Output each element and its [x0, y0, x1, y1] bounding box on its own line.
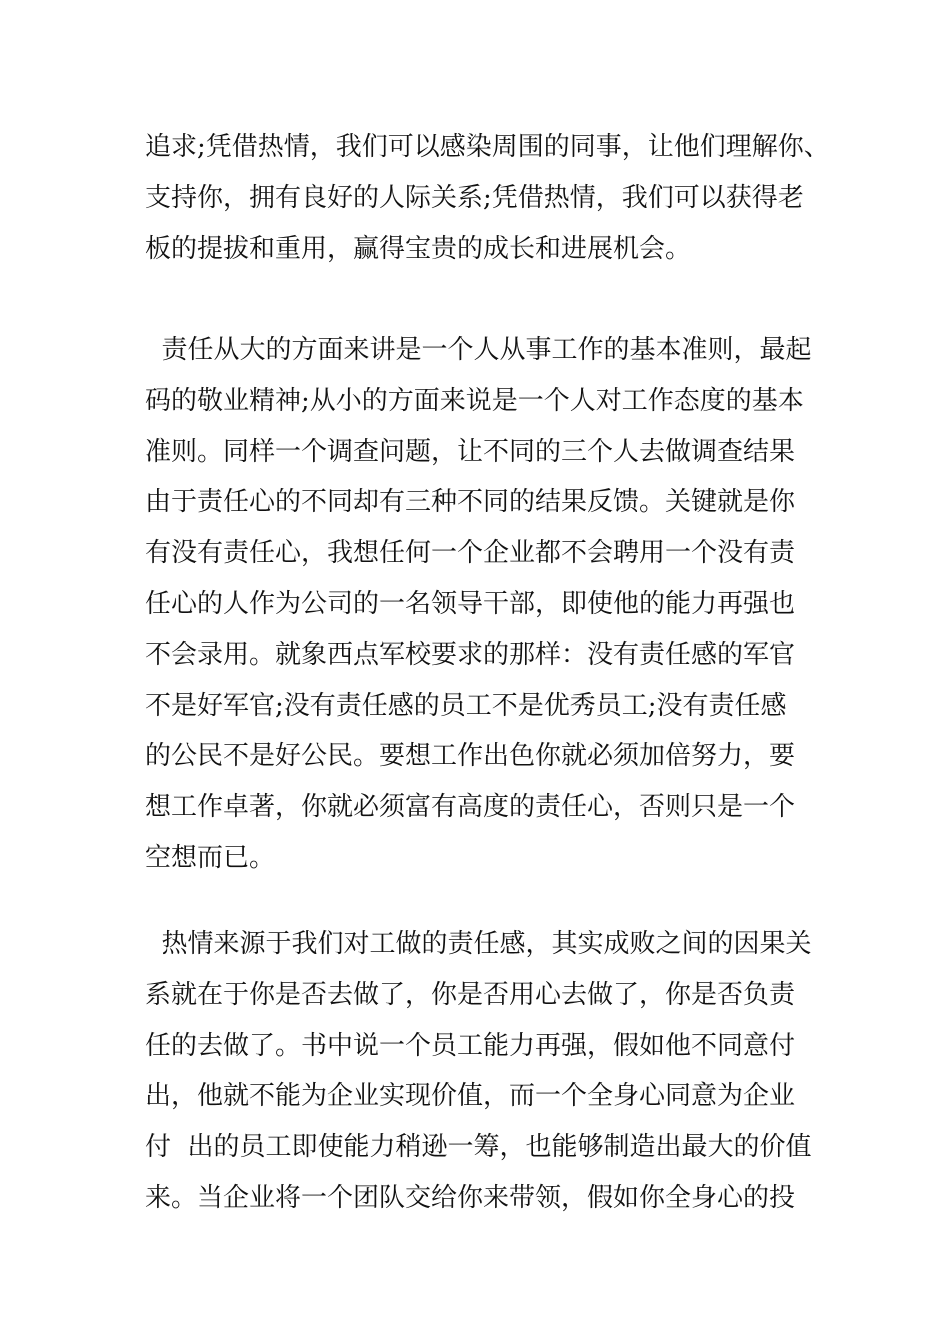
paragraph-line: 不会录用。就象西点军校要求的那样：没有责任感的军官: [145, 639, 796, 670]
paragraph-line: 来。当企业将一个团队交给你来带领，假如你全身心的投: [145, 1182, 796, 1213]
paragraph-line: 有没有责任心，我想任何一个企业都不会聘用一个没有责: [145, 538, 796, 569]
paragraph-line: 付 出的员工即使能力稍逊一筹，也能够制造出最大的价值: [145, 1132, 812, 1163]
paragraph-2: [145, 325, 825, 884]
paragraph-line: 系就在于你是否去做了，你是否用心去做了，你是否负责: [145, 979, 796, 1010]
paragraph-line: 码的敬业精神;从小的方面来说是一个人对工作态度的基本: [145, 385, 804, 416]
paragraph-line: 由于责任心的不同却有三种不同的结果反馈。关键就是你: [145, 487, 796, 518]
paragraph-line: 支持你，拥有良好的人际关系;凭借热情，我们可以获得老: [145, 182, 804, 213]
paragraph-line: 追求;凭借热情，我们可以感染周围的同事，让他们理解你、: [145, 132, 830, 162]
paragraph-line: 热情来源于我们对工做的责任感，其实成败之间的因果关: [145, 929, 812, 959]
paragraph-line: 空想而已。: [145, 842, 276, 873]
paragraph-3: [145, 919, 825, 1224]
paragraph-line: 责任从大的方面来讲是一个人从事工作的基本准则，最起: [145, 335, 812, 365]
paragraph-line: 的公民不是好公民。要想工作出色你就必须加倍努力，要: [145, 741, 796, 772]
paragraph-line: 任的去做了。书中说一个员工能力再强，假如他不同意付: [145, 1030, 796, 1061]
paragraph-line: 任心的人作为公司的一名领导干部，即使他的能力再强也: [145, 588, 796, 619]
paragraph-line: 板的提拔和重用，赢得宝贵的成长和进展机会。: [145, 233, 692, 264]
paragraph-line: 想工作卓著，你就必须富有高度的责任心，否则只是一个: [145, 792, 796, 823]
paragraph-line: 不是好军官;没有责任感的员工不是优秀员工;没有责任感: [145, 690, 787, 721]
paragraph-line: 出，他就不能为企业实现价值，而一个全身心同意为企业: [145, 1081, 796, 1112]
paragraph-1: [145, 122, 830, 274]
paragraph-line: 准则。同样一个调查问题，让不同的三个人去做调查结果: [145, 436, 796, 467]
